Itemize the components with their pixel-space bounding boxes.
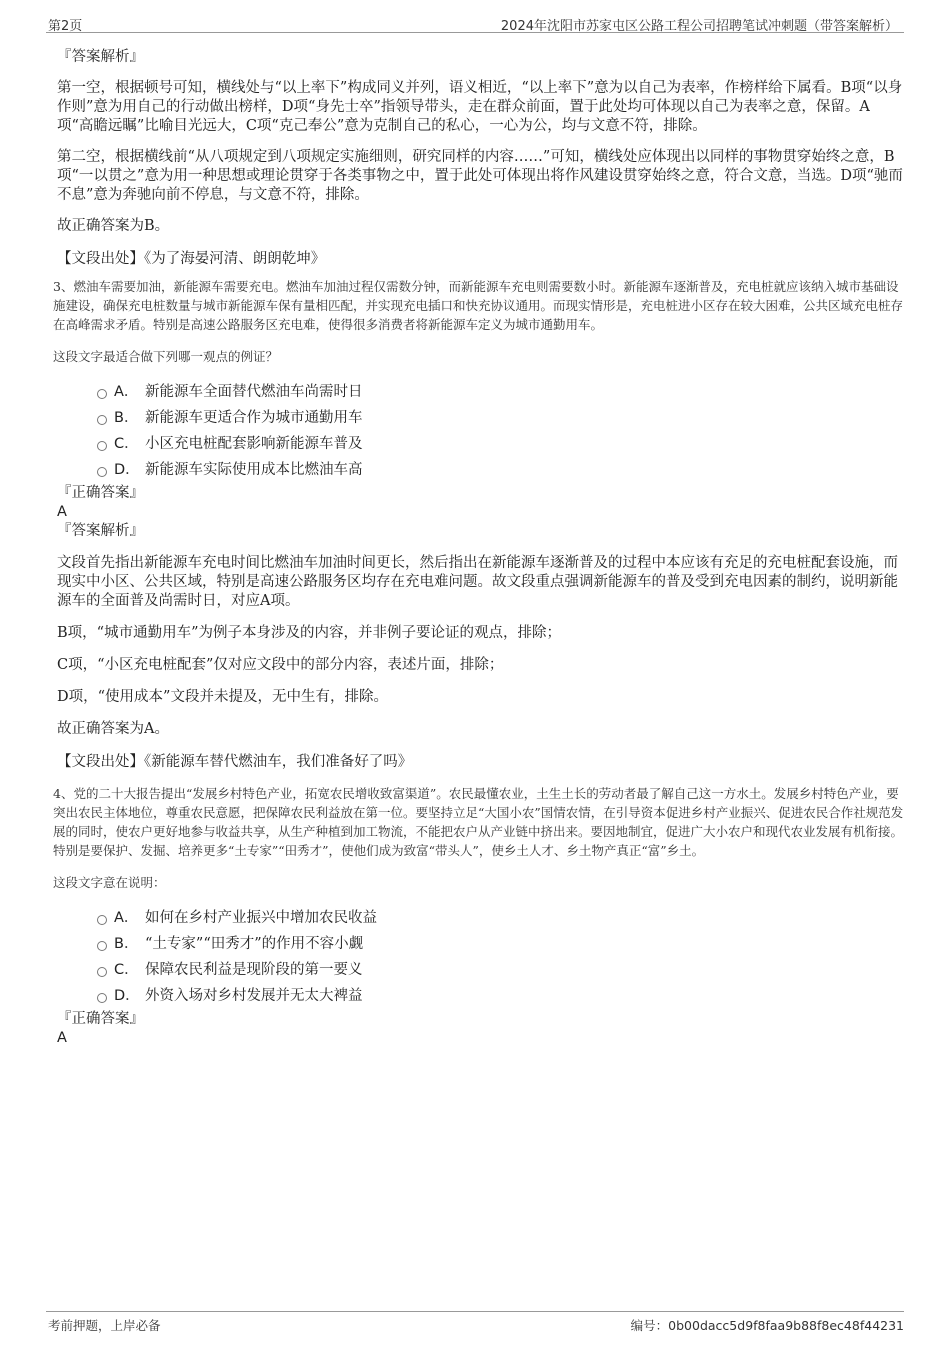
q3-analysis-paragraph-1: 文段首先指出新能源车充电时间比燃油车加油时间更长，然后指出在新能源车逐渐普及的过程中本应该有充足的充电桩配套设施，而现实中小区、公共区域，特别是高速公路服务区均存在充电难问题。故文段重点强调新能源车的普及受到充电因素的制约，说明新能源车的全面普及尚需时日，对应A项。	[57, 555, 898, 609]
q3-analysis-paragraph-2: B项，“城市通勤用车”为例子本身涉及的内容，并非例子要论证的观点，排除；	[57, 625, 561, 641]
q2-analysis-paragraph-1: 第一空，根据顿号可知，横线处与“以上率下”构成同义并列，语义相近，“以上率下”意为以自己为表率，作榜样给下属看。B项“以身作则”意为用自己的行动做出榜样，D项“身先士卒”指领导带头，走在群众前面，置于此处均可体现以自己为表率之意，保留。A项“高瞻远瞩”比喻目光远大，C项“克己奉公”意为克制自己的私心，一心为公，均与文意不符，排除。	[57, 80, 903, 134]
q3-option-b[interactable]: B． 新能源车更适合作为城市通勤用车	[57, 405, 905, 431]
q3-analysis-label: 『答案解析』	[57, 523, 144, 539]
page-content	[53, 47, 905, 1047]
page-number: 第2页	[48, 19, 83, 34]
q2-analysis-paragraph-2: 第二空，根据横线前“从八项规定到八项规定实施细则，研究同样的内容……”可知，横线处应体现出以同样的事物贯穿始终之意，B项“一以贯之”意为用一种思想或理论贯穿于各类事物之中，置于此处可体现出将作风建设贯穿始终之意，符合文意，当选。D项“驰而不息”意为奔驰向前不停息，与文意不符，排除。	[57, 149, 903, 203]
q2-analysis-conclusion: 故正确答案为B。	[57, 218, 170, 234]
radio-button-icon[interactable]	[97, 941, 107, 951]
q3-correct-label: 『正确答案』	[57, 485, 144, 501]
q3-analysis-paragraph-4: D项，“使用成本”文段并未提及，无中生有，排除。	[57, 689, 388, 705]
radio-button-icon[interactable]	[97, 915, 107, 925]
q3-analysis-conclusion: 故正确答案为A。	[57, 721, 169, 737]
q4-option-d[interactable]: D． 外资入场对乡村发展并无太大裨益	[57, 983, 905, 1009]
q4-option-c[interactable]: C． 保障农民利益是现阶段的第一要义	[57, 957, 905, 983]
q2-source: 【文段出处】《为了海晏河清、朗朗乾坤》	[57, 251, 326, 267]
q4-option-b[interactable]: B． “土专家”“田秀才”的作用不容小觑	[57, 931, 905, 957]
q3-correct-answer: A	[57, 504, 67, 520]
document-title: 2024年沈阳市苏家屯区公路工程公司招聘笔试冲刺题（带答案解析）	[500, 19, 898, 34]
q4-correct-label: 『正确答案』	[57, 1011, 144, 1027]
radio-button-icon[interactable]	[97, 415, 107, 425]
radio-button-icon[interactable]	[97, 441, 107, 451]
radio-button-icon[interactable]	[97, 389, 107, 399]
q2-analysis-label: 『答案解析』	[57, 49, 144, 65]
q3-stem: 3、燃油车需要加油，新能源车需要充电。燃油车加油过程仅需数分钟，而新能源车充电则需要数小时。新能源车逐渐普及，充电桩就应该纳入城市基础设施建设，确保充电桩数量与城市新能源车保有量相匹配，并实现充电插口和快充协议通用。而现实情形是，充电桩进小区存在较大困难，公共区域充电桩存在高峰需求矛盾。特别是高速公路服务区充电难，使得很多消费者将新能源车定义为城市通勤用车。	[53, 279, 904, 332]
radio-button-icon[interactable]	[97, 993, 107, 1003]
q3-options	[57, 379, 905, 483]
q3-analysis-paragraph-3: C项，“小区充电桩配套”仅对应文段中的部分内容，表述片面，排除；	[57, 657, 504, 673]
footer-slogan: 考前押题，上岸必备	[48, 1318, 161, 1333]
q3-source: 【文段出处】《新能源车替代燃油车，我们准备好了吗》	[57, 754, 413, 770]
q4-correct-answer: A	[57, 1030, 67, 1046]
q4-stem: 4、党的二十大报告提出“发展乡村特色产业，拓宽农民增收致富渠道”。农民最懂农业，土生土长的劳动者最了解自己这一方水土。发展乡村特色产业，要突出农民主体地位，尊重农民意愿，把保障农民利益放在第一位。要坚持立足“大国小农”国情农情，在引导资本促进乡村产业振兴、促进农民合作社规范发展的同时，使农户更好地参与收益共享，从生产种植到加工物流，不能把农户从产业链中挤出来。要因地制宜，促进广大小农户和现代农业发展有机衔接。特别是要保护、发掘、培养更多“土专家”“田秀才”，使他们成为致富“带头人”，使乡土人才、乡土物产真正“富”乡土。	[53, 786, 904, 858]
q3-option-c[interactable]: C． 小区充电桩配套影响新能源车普及	[57, 431, 905, 457]
q4-question: 这段文字意在说明：	[53, 875, 166, 890]
q3-option-d[interactable]: D． 新能源车实际使用成本比燃油车高	[57, 457, 905, 483]
radio-button-icon[interactable]	[97, 467, 107, 477]
page-header	[46, 12, 904, 33]
q4-option-a[interactable]: A． 如何在乡村产业振兴中增加农民收益	[57, 905, 905, 931]
q3-question: 这段文字最适合做下列哪一观点的例证？	[53, 349, 279, 364]
q3-option-a[interactable]: A． 新能源车全面替代燃油车尚需时日	[57, 379, 905, 405]
q4-options	[57, 905, 905, 1009]
page-footer	[46, 1311, 904, 1336]
document-id: 编号：0b00dacc5d9f8faa9b88f8ec48f44231	[630, 1318, 904, 1333]
radio-button-icon[interactable]	[97, 967, 107, 977]
